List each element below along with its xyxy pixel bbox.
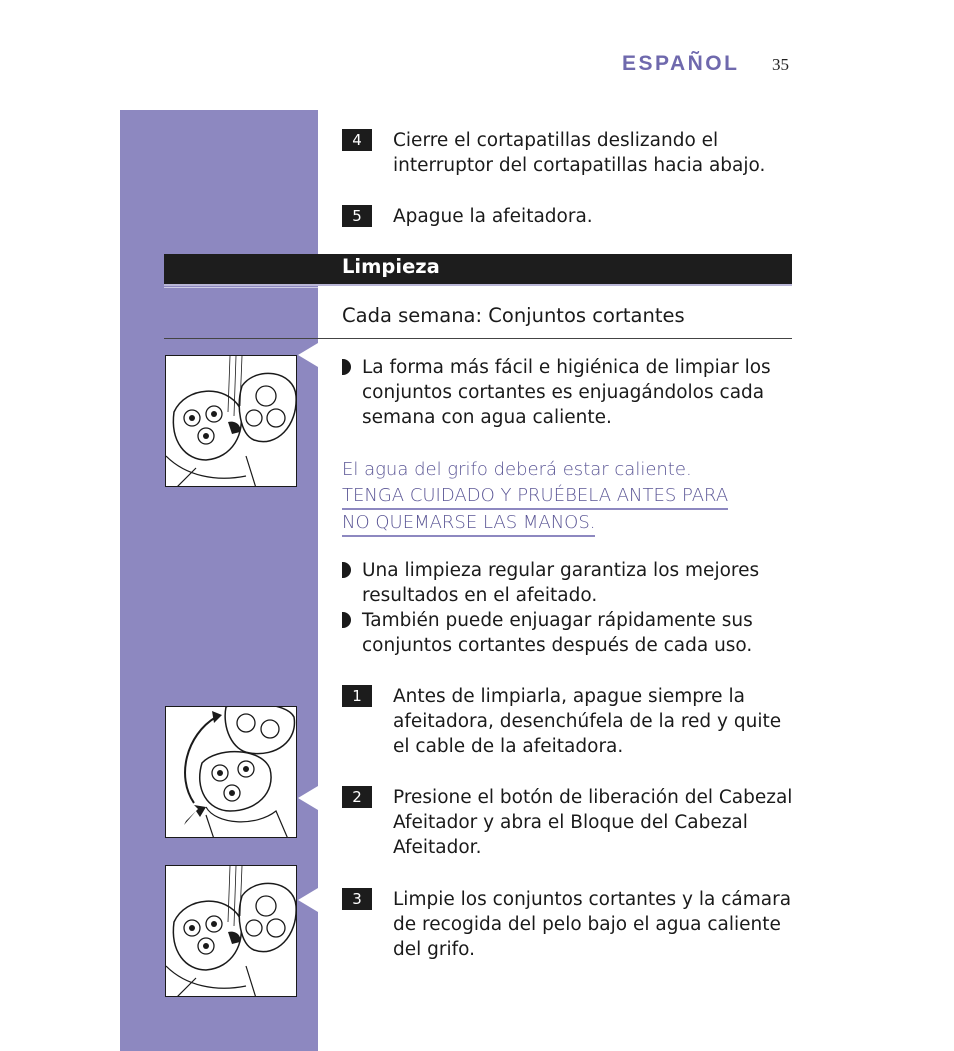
bullet-item: [342, 355, 802, 430]
step-text: Apague la afeitadora.: [393, 206, 593, 227]
step-text: Presione el botón de liberación del Cabezal Afeitador y abra el Bloque del Cabezal Afeitador.: [393, 787, 793, 858]
note-warning-line: NO QUEMARSE LAS MANOS.: [342, 511, 595, 537]
rinse-illustration-2: [165, 865, 297, 997]
note-warning-line: TENGA CUIDADO Y PRUÉBELA ANTES PARA: [342, 484, 728, 510]
step-number: 5: [342, 205, 372, 227]
bullet-text: También puede enjuagar rápidamente sus conjuntos cortantes después de cada uso.: [362, 610, 753, 656]
step-number: 2: [342, 786, 372, 808]
bullet-icon: [342, 359, 351, 375]
note-line: El agua del grifo deberá estar caliente.: [342, 459, 692, 480]
step-2: [342, 785, 802, 860]
open-head-illustration: [165, 706, 297, 838]
language-label: ESPAÑOL: [622, 52, 740, 75]
section-subtitle: Cada semana: Conjuntos cortantes: [342, 304, 685, 327]
page-number: 35: [772, 55, 789, 74]
pointer-triangle: [298, 786, 318, 810]
step-number: 4: [342, 129, 372, 151]
bullet-icon: [342, 612, 351, 628]
step-4: [342, 128, 802, 178]
rinse-illustration: [165, 355, 297, 487]
caution-note: [342, 457, 802, 537]
section-banner: [164, 254, 792, 286]
bullet-text: Una limpieza regular garantiza los mejores resultados en el afeitado.: [362, 560, 760, 606]
open-head-drawing: [166, 707, 297, 838]
step-1: [342, 684, 802, 759]
step-text: Antes de limpiarla, apague siempre la afeitadora, desenchúfela de la red y quite el cable de la afeitadora.: [393, 686, 782, 757]
pointer-triangle: [298, 888, 318, 912]
bullet-item: [342, 558, 802, 608]
subtitle-rule: [164, 338, 792, 339]
pointer-triangle: [298, 343, 318, 367]
step-3: [342, 887, 802, 962]
rinse-drawing: [166, 356, 297, 487]
bullet-icon: [342, 562, 351, 578]
divider: [164, 287, 318, 288]
section-title: Limpieza: [342, 255, 440, 278]
step-text: Limpie los conjuntos cortantes y la cámara de recogida del pelo bajo el agua caliente del grifo.: [393, 889, 792, 960]
bullet-item: [342, 608, 802, 658]
step-number: 1: [342, 685, 372, 707]
step-text: Cierre el cortapatillas deslizando el interruptor del cortapatillas hacia abajo.: [393, 130, 766, 176]
step-5: [342, 204, 802, 229]
bullet-text: La forma más fácil e higiénica de limpiar los conjuntos cortantes es enjuagándolos cada semana con agua caliente.: [362, 357, 771, 428]
step-number: 3: [342, 888, 372, 910]
rinse-drawing-2: [166, 866, 297, 997]
